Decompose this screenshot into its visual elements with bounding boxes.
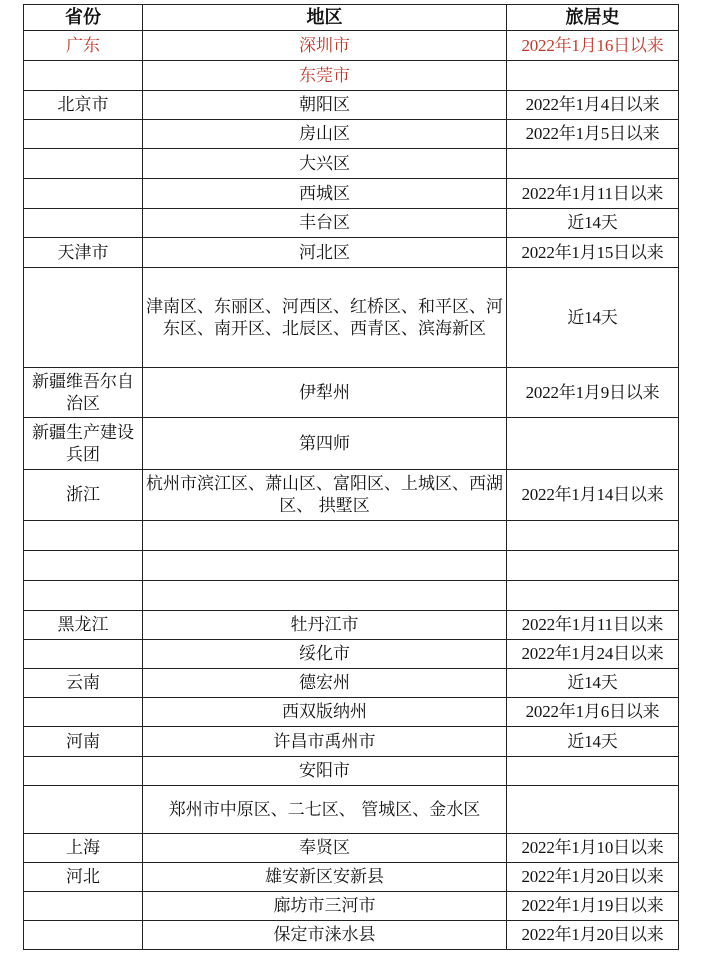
table-row (24, 179, 679, 209)
table-row (24, 61, 679, 91)
region-cell: 绥化市 (143, 640, 507, 669)
region-cell: 安阳市 (143, 757, 507, 786)
history-cell (507, 149, 679, 179)
region-cell: 廊坊市三河市 (143, 892, 507, 921)
province-cell (24, 581, 143, 611)
region-cell: 郑州市中原区、二七区、 管城区、金水区 (143, 786, 507, 834)
region-cell: 雄安新区安新县 (143, 863, 507, 892)
province-cell: 北京市 (24, 91, 143, 120)
region-cell (143, 521, 507, 551)
history-cell (507, 551, 679, 581)
header-history: 旅居史 (507, 5, 679, 31)
region-cell: 河北区 (143, 238, 507, 268)
table-row (24, 551, 679, 581)
history-cell: 2022年1月16日以来 (507, 31, 679, 61)
table-row (24, 727, 679, 757)
region-cell: 丰台区 (143, 209, 507, 238)
province-cell (24, 786, 143, 834)
province-cell (24, 640, 143, 669)
region-cell: 杭州市滨江区、萧山区、富阳区、上城区、西湖区、 拱墅区 (143, 470, 507, 521)
province-cell: 新疆生产建设兵团 (24, 418, 143, 470)
history-cell (507, 757, 679, 786)
region-cell: 深圳市 (143, 31, 507, 61)
province-cell (24, 521, 143, 551)
table-row (24, 786, 679, 834)
region-cell: 西双版纳州 (143, 698, 507, 727)
history-cell (507, 521, 679, 551)
province-cell: 上海 (24, 834, 143, 863)
history-cell: 近14天 (507, 669, 679, 698)
region-cell (143, 551, 507, 581)
history-cell: 2022年1月20日以来 (507, 921, 679, 950)
region-cell: 朝阳区 (143, 91, 507, 120)
province-cell (24, 757, 143, 786)
history-cell: 2022年1月11日以来 (507, 179, 679, 209)
table-row (24, 470, 679, 521)
region-cell: 伊犁州 (143, 368, 507, 418)
province-cell (24, 209, 143, 238)
table-row (24, 834, 679, 863)
header-region: 地区 (143, 5, 507, 31)
region-cell: 西城区 (143, 179, 507, 209)
region-cell: 房山区 (143, 120, 507, 149)
table-row (24, 149, 679, 179)
history-cell: 2022年1月4日以来 (507, 91, 679, 120)
history-cell: 2022年1月5日以来 (507, 120, 679, 149)
table-row (24, 757, 679, 786)
province-cell: 云南 (24, 669, 143, 698)
history-cell (507, 61, 679, 91)
header-row (24, 5, 679, 31)
region-cell: 许昌市禹州市 (143, 727, 507, 757)
province-cell: 河南 (24, 727, 143, 757)
table-row (24, 120, 679, 149)
region-cell: 奉贤区 (143, 834, 507, 863)
history-cell: 近14天 (507, 268, 679, 368)
province-cell (24, 120, 143, 149)
table-row (24, 921, 679, 950)
table-row (24, 581, 679, 611)
region-cell (143, 581, 507, 611)
history-cell (507, 786, 679, 834)
region-cell: 德宏州 (143, 669, 507, 698)
table-row (24, 268, 679, 368)
history-cell: 2022年1月11日以来 (507, 611, 679, 640)
table-row (24, 209, 679, 238)
table-row (24, 863, 679, 892)
province-cell (24, 921, 143, 950)
province-cell (24, 698, 143, 727)
province-cell: 黑龙江 (24, 611, 143, 640)
history-cell: 2022年1月9日以来 (507, 368, 679, 418)
province-cell (24, 61, 143, 91)
history-cell (507, 418, 679, 470)
province-cell: 新疆维吾尔自治区 (24, 368, 143, 418)
history-cell: 近14天 (507, 209, 679, 238)
province-cell: 广东 (24, 31, 143, 61)
region-cell: 牡丹江市 (143, 611, 507, 640)
table-row (24, 91, 679, 120)
travel-history-table (23, 4, 679, 950)
region-cell: 津南区、东丽区、河西区、红桥区、和平区、河东区、南开区、北辰区、西青区、滨海新区 (143, 268, 507, 368)
header-province: 省份 (24, 5, 143, 31)
history-cell (507, 581, 679, 611)
table-row (24, 698, 679, 727)
table-row (24, 31, 679, 61)
region-cell: 东莞市 (143, 61, 507, 91)
table-row (24, 238, 679, 268)
table-row (24, 368, 679, 418)
table-body (24, 31, 679, 950)
province-cell (24, 551, 143, 581)
history-cell: 2022年1月20日以来 (507, 863, 679, 892)
table-row (24, 892, 679, 921)
province-cell (24, 149, 143, 179)
table-row (24, 640, 679, 669)
history-cell: 近14天 (507, 727, 679, 757)
province-cell (24, 892, 143, 921)
table-row (24, 521, 679, 551)
table-row (24, 418, 679, 470)
province-cell: 天津市 (24, 238, 143, 268)
history-cell: 2022年1月14日以来 (507, 470, 679, 521)
province-cell: 浙江 (24, 470, 143, 521)
history-cell: 2022年1月15日以来 (507, 238, 679, 268)
province-cell (24, 179, 143, 209)
table-row (24, 611, 679, 640)
province-cell: 河北 (24, 863, 143, 892)
region-cell: 保定市涞水县 (143, 921, 507, 950)
history-cell: 2022年1月19日以来 (507, 892, 679, 921)
history-cell: 2022年1月10日以来 (507, 834, 679, 863)
region-cell: 大兴区 (143, 149, 507, 179)
province-cell (24, 268, 143, 368)
region-cell: 第四师 (143, 418, 507, 470)
table-row (24, 669, 679, 698)
history-cell: 2022年1月24日以来 (507, 640, 679, 669)
history-cell: 2022年1月6日以来 (507, 698, 679, 727)
